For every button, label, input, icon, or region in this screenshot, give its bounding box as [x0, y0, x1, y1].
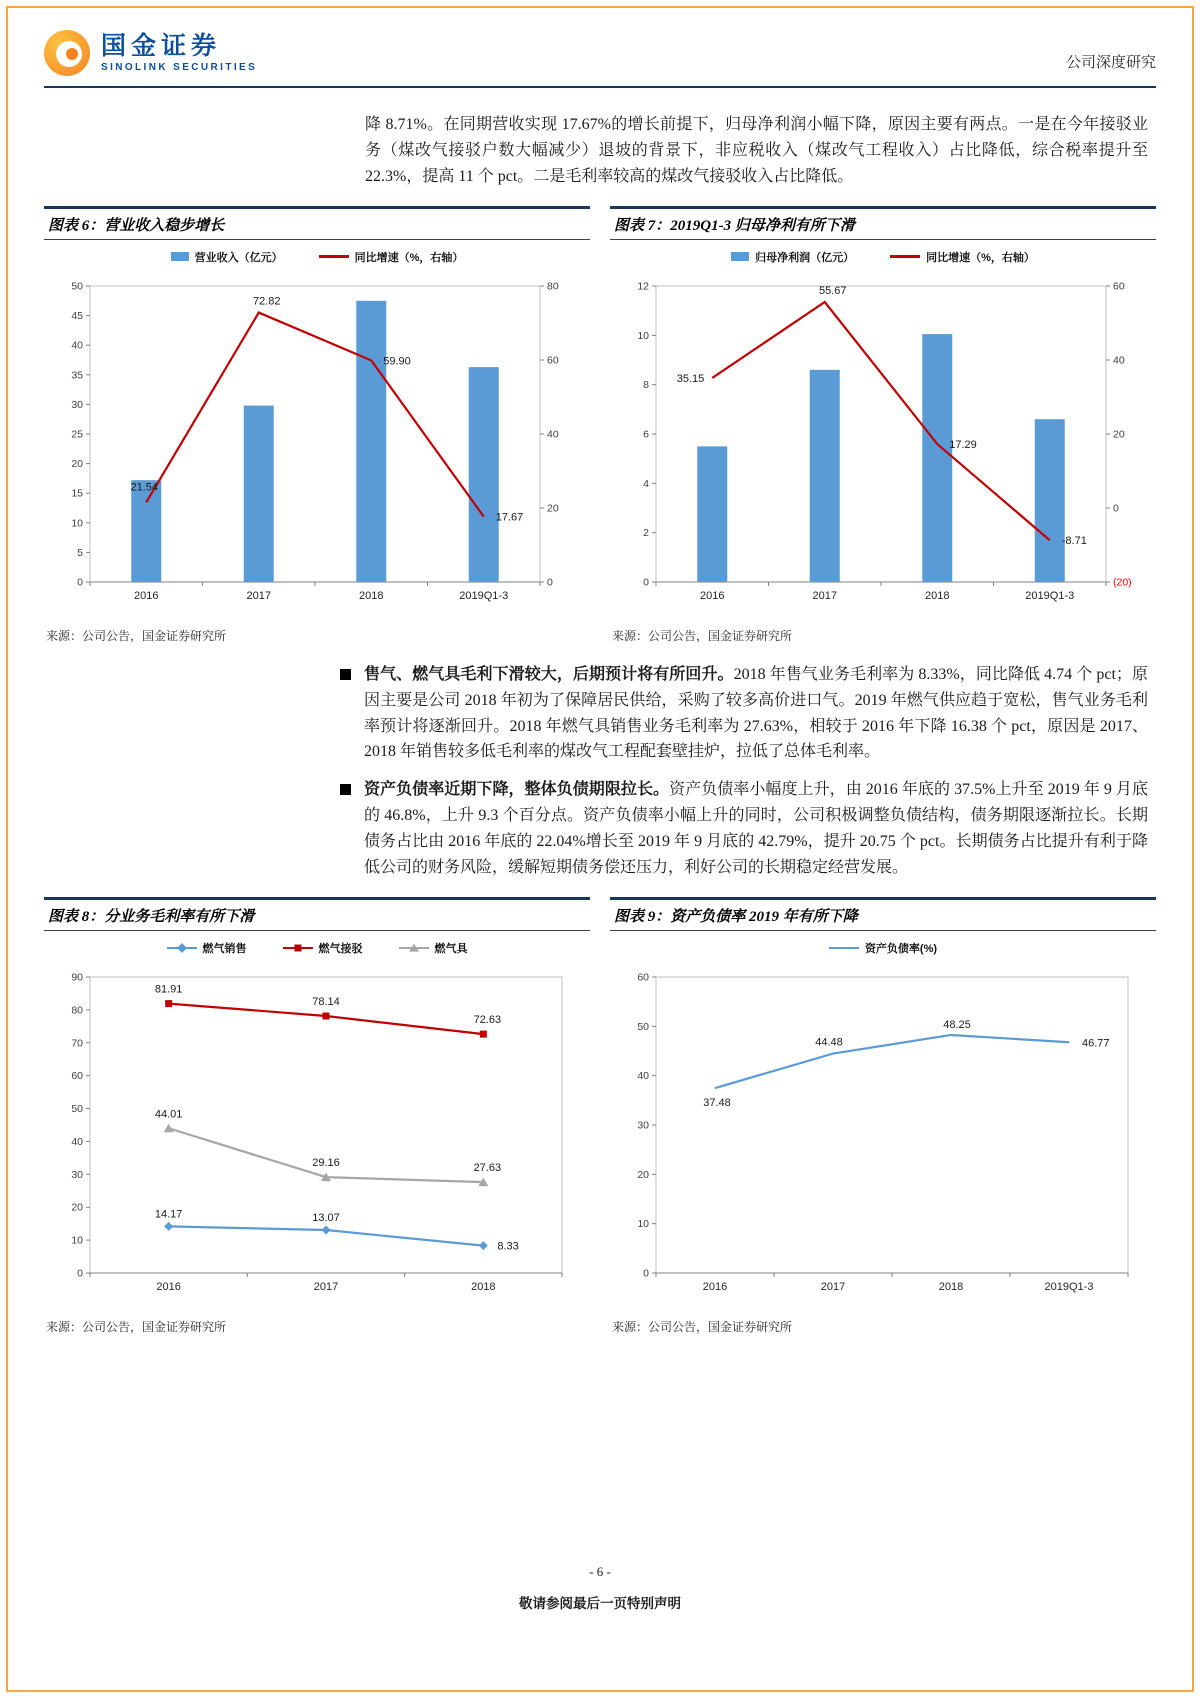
line-series — [703, 1019, 1109, 1109]
black-square-bullet-icon — [340, 784, 351, 795]
diamond-marker-icon — [177, 943, 187, 953]
svg-text:29.16: 29.16 — [312, 1157, 340, 1170]
svg-text:45: 45 — [71, 309, 83, 322]
sinolink-logo-icon — [44, 30, 90, 76]
figure-9-plot — [610, 961, 1156, 1313]
figure-7-chart — [610, 240, 1156, 622]
square-marker-icon — [294, 944, 301, 951]
svg-text:50: 50 — [637, 1020, 649, 1033]
line-series — [677, 285, 1087, 547]
svg-text:40: 40 — [71, 339, 83, 352]
svg-text:81.91: 81.91 — [154, 983, 183, 996]
bullet-1-body: 2018 年售气业务毛利率为 8.33%，同比降低 4.74 个 pct；原因主要是公司 2018 年初为了保障居民供给，采购了较多高价进口气。2019 年燃气供应趋于宽松，售气业务毛利率预计将逐渐回升。2018 年燃气具销售业务毛利率为 27.63%，相较于 2016 年下降 16.38 个 pct，原因是 2017、2018 年销售较多低毛利率的煤改气工程配套壁挂炉，拉低了总体毛利率。 — [364, 665, 1148, 761]
legend-label: 营业收入（亿元） — [194, 251, 283, 264]
svg-text:40: 40 — [547, 428, 559, 441]
brand-block — [44, 30, 257, 76]
legend-line-swatch-icon — [890, 255, 920, 258]
svg-text:35: 35 — [71, 369, 83, 382]
svg-text:2016: 2016 — [156, 1280, 181, 1293]
svg-text:30: 30 — [71, 398, 83, 411]
report-type-label: 公司深度研究 — [1065, 55, 1156, 71]
legend-item — [731, 249, 854, 265]
svg-text:30: 30 — [637, 1119, 649, 1132]
bullet-item-1 — [340, 662, 1148, 766]
svg-text:4: 4 — [643, 477, 649, 490]
figure-9-panel — [610, 897, 1156, 1335]
svg-text:0: 0 — [547, 576, 553, 589]
bullet-item-2 — [340, 777, 1148, 881]
svg-text:8: 8 — [643, 378, 649, 391]
legend-line-swatch-icon — [399, 947, 429, 950]
figure-8-panel — [44, 897, 590, 1335]
svg-text:13.07: 13.07 — [312, 1211, 340, 1224]
svg-text:37.48: 37.48 — [703, 1097, 731, 1110]
svg-text:50: 50 — [71, 1103, 83, 1116]
legend-line-swatch-icon — [167, 947, 197, 950]
chart-legend — [610, 935, 1156, 961]
svg-text:78.14: 78.14 — [312, 995, 340, 1008]
page-number: - 6 - — [589, 1564, 611, 1579]
svg-text:2016: 2016 — [702, 1280, 728, 1293]
svg-text:2: 2 — [643, 526, 649, 539]
triangle-marker-icon — [409, 944, 419, 952]
svg-text:72.63: 72.63 — [473, 1014, 502, 1027]
svg-text:44.48: 44.48 — [815, 1036, 843, 1049]
intro-paragraph: 降 8.71%。在同期营收实现 17.67%的增长前提下，归母净利润小幅下降，原因主要有两点。一是在今年接驳业务（煤改气接驳户数大幅减少）退坡的背景下，非应税收入（煤改气工程收入）占比降低，综合税率提升至 22.3%，提高 11 个 pct。二是毛利率较高的煤改气接驳收入占比降低。 — [365, 116, 1148, 185]
svg-text:70: 70 — [71, 1037, 83, 1050]
svg-text:10: 10 — [637, 329, 649, 342]
svg-text:20: 20 — [71, 1201, 83, 1214]
svg-text:40: 40 — [1113, 354, 1125, 367]
figure-6-panel — [44, 206, 590, 644]
legend-bar-swatch-icon — [171, 252, 189, 261]
svg-text:2019Q1-3: 2019Q1-3 — [1025, 589, 1075, 602]
legend-item — [399, 940, 468, 956]
chart-legend — [44, 935, 590, 961]
figure-8-chart — [44, 931, 590, 1313]
figure-7-title: 图表 7：2019Q1-3 归母净利有所下滑 — [610, 206, 1156, 240]
svg-text:10: 10 — [637, 1218, 649, 1231]
figure-6-chart — [44, 240, 590, 622]
legend-bar-swatch-icon — [731, 252, 749, 261]
figure-8-title: 图表 8：分业务毛利率有所下滑 — [44, 897, 590, 931]
svg-text:2017: 2017 — [246, 589, 271, 602]
svg-text:60: 60 — [1113, 280, 1125, 293]
figure-7-panel — [610, 206, 1156, 644]
figure-9-title: 图表 9：资产负债率 2019 年有所下降 — [610, 897, 1156, 931]
page-header — [0, 0, 1200, 86]
svg-text:10: 10 — [71, 1234, 83, 1247]
svg-text:2018: 2018 — [925, 589, 950, 602]
svg-text:27.63: 27.63 — [473, 1162, 502, 1175]
bullet-list — [0, 662, 1200, 881]
svg-text:-8.71: -8.71 — [1061, 534, 1087, 547]
figure-6-plot — [44, 270, 590, 622]
brand-text — [101, 33, 257, 74]
bar-series — [131, 301, 499, 582]
svg-text:2019Q1-3: 2019Q1-3 — [1044, 1280, 1094, 1293]
svg-text:44.01: 44.01 — [154, 1108, 183, 1121]
legend-item — [283, 940, 363, 956]
legend-line-swatch-icon — [319, 255, 349, 258]
svg-text:17.29: 17.29 — [949, 438, 977, 451]
svg-text:21.54: 21.54 — [130, 481, 159, 494]
black-square-bullet-icon — [340, 669, 351, 680]
legend-item — [829, 940, 937, 956]
legend-line-swatch-icon — [829, 947, 859, 950]
figures-row-2 — [44, 897, 1156, 1335]
svg-text:2018: 2018 — [471, 1280, 496, 1293]
svg-text:0: 0 — [1113, 502, 1119, 515]
bullet-2-body: 资产负债率小幅度上升，由 2016 年底的 37.5%上升至 2019 年 9 月底的 46.8%，上升 9.3 个百分点。资产负债率小幅上升的同时，公司积极调整负债结构，债务期限逐渐拉长。长期债务占比由 2016 年底的 22.04%增长至 2019 年 9 月底的 42.79%，提升 20.75 个 pct。长期债务占比提升有利于降低公司的财务风险，缓解短期债务偿还压力，利好公司的长期稳定经营发展。 — [364, 781, 1148, 877]
svg-text:2016: 2016 — [134, 589, 159, 602]
svg-text:35.15: 35.15 — [676, 372, 705, 385]
svg-text:2018: 2018 — [938, 1280, 964, 1293]
brand-name-cn: 国金证券 — [101, 31, 222, 60]
svg-text:60: 60 — [637, 971, 649, 984]
legend-label: 燃气销售 — [202, 942, 247, 955]
svg-text:(20): (20) — [1113, 576, 1132, 589]
legend-label: 归母净利润（亿元） — [755, 251, 855, 264]
svg-text:8.33: 8.33 — [497, 1240, 519, 1253]
figure-6-source: 来源：公司公告，国金证券研究所 — [46, 628, 227, 643]
legend-item — [171, 249, 283, 265]
line-series — [155, 984, 501, 1038]
svg-text:2017: 2017 — [812, 589, 837, 602]
svg-text:25: 25 — [71, 428, 83, 441]
svg-text:55.67: 55.67 — [818, 284, 847, 297]
svg-text:20: 20 — [71, 457, 83, 470]
svg-text:2019Q1-3: 2019Q1-3 — [459, 589, 509, 602]
svg-text:2018: 2018 — [359, 589, 384, 602]
header-divider — [44, 86, 1156, 88]
figure-9-chart — [610, 931, 1156, 1313]
line-series — [130, 295, 523, 523]
figure-9-source: 来源：公司公告，国金证券研究所 — [612, 1319, 793, 1334]
svg-text:90: 90 — [71, 971, 83, 984]
brand-name-en: SINOLINK SECURITIES — [101, 61, 258, 73]
svg-text:5: 5 — [77, 546, 83, 559]
line-series — [155, 1208, 519, 1252]
legend-label: 同比增速（%，右轴） — [926, 251, 1035, 264]
svg-text:0: 0 — [77, 1267, 83, 1280]
svg-text:59.90: 59.90 — [383, 355, 411, 368]
svg-text:30: 30 — [71, 1168, 83, 1181]
legend-label: 同比增速（%，右轴） — [354, 251, 464, 264]
svg-text:0: 0 — [643, 1267, 649, 1280]
svg-text:20: 20 — [547, 502, 559, 515]
legend-item — [890, 249, 1035, 265]
svg-text:60: 60 — [71, 1070, 83, 1083]
svg-text:40: 40 — [71, 1135, 83, 1148]
bullet-1-paragraph — [364, 662, 1148, 766]
legend-line-swatch-icon — [283, 947, 313, 950]
figure-8-source: 来源：公司公告，国金证券研究所 — [46, 1319, 227, 1334]
figure-6-title: 图表 6：营业收入稳步增长 — [44, 206, 590, 240]
svg-text:48.25: 48.25 — [943, 1018, 971, 1031]
svg-text:20: 20 — [637, 1168, 649, 1181]
bullet-2-lead: 资产负债率近期下降，整体负债期限拉长。 — [364, 781, 670, 799]
svg-text:0: 0 — [643, 576, 649, 589]
svg-text:80: 80 — [71, 1004, 83, 1017]
svg-text:6: 6 — [643, 428, 649, 441]
bullet-1-lead: 售气、燃气具毛利下滑较大，后期预计将有所回升。 — [364, 665, 734, 683]
legend-label: 资产负债率(%) — [864, 942, 938, 955]
svg-text:10: 10 — [71, 517, 83, 530]
svg-text:14.17: 14.17 — [154, 1208, 183, 1221]
bullet-2-paragraph — [364, 777, 1148, 881]
legend-label: 燃气具 — [434, 942, 468, 955]
svg-text:60: 60 — [547, 354, 559, 367]
svg-text:0: 0 — [77, 576, 83, 589]
svg-text:72.82: 72.82 — [252, 295, 281, 308]
svg-text:2017: 2017 — [313, 1280, 339, 1293]
svg-text:20: 20 — [1113, 428, 1125, 441]
footer-disclaimer: 敬请参阅最后一页特别声明 — [519, 1596, 681, 1611]
svg-text:12: 12 — [637, 280, 649, 293]
svg-text:46.77: 46.77 — [1082, 1037, 1110, 1050]
svg-text:40: 40 — [637, 1070, 649, 1083]
legend-item — [319, 249, 464, 265]
legend-label: 燃气接驳 — [318, 942, 363, 955]
figure-8-plot — [44, 961, 590, 1313]
chart-legend — [610, 244, 1156, 270]
svg-text:2017: 2017 — [820, 1280, 846, 1293]
svg-text:2016: 2016 — [700, 589, 725, 602]
legend-item — [167, 940, 247, 956]
svg-text:50: 50 — [71, 280, 83, 293]
svg-text:17.67: 17.67 — [495, 511, 524, 524]
svg-text:15: 15 — [71, 487, 83, 500]
figure-7-source: 来源：公司公告，国金证券研究所 — [612, 628, 793, 643]
line-series — [155, 1108, 501, 1186]
page-footer — [0, 1564, 1200, 1612]
svg-text:80: 80 — [547, 280, 559, 293]
figure-7-plot — [610, 270, 1156, 622]
chart-legend — [44, 244, 590, 270]
figures-row-1 — [44, 206, 1156, 644]
